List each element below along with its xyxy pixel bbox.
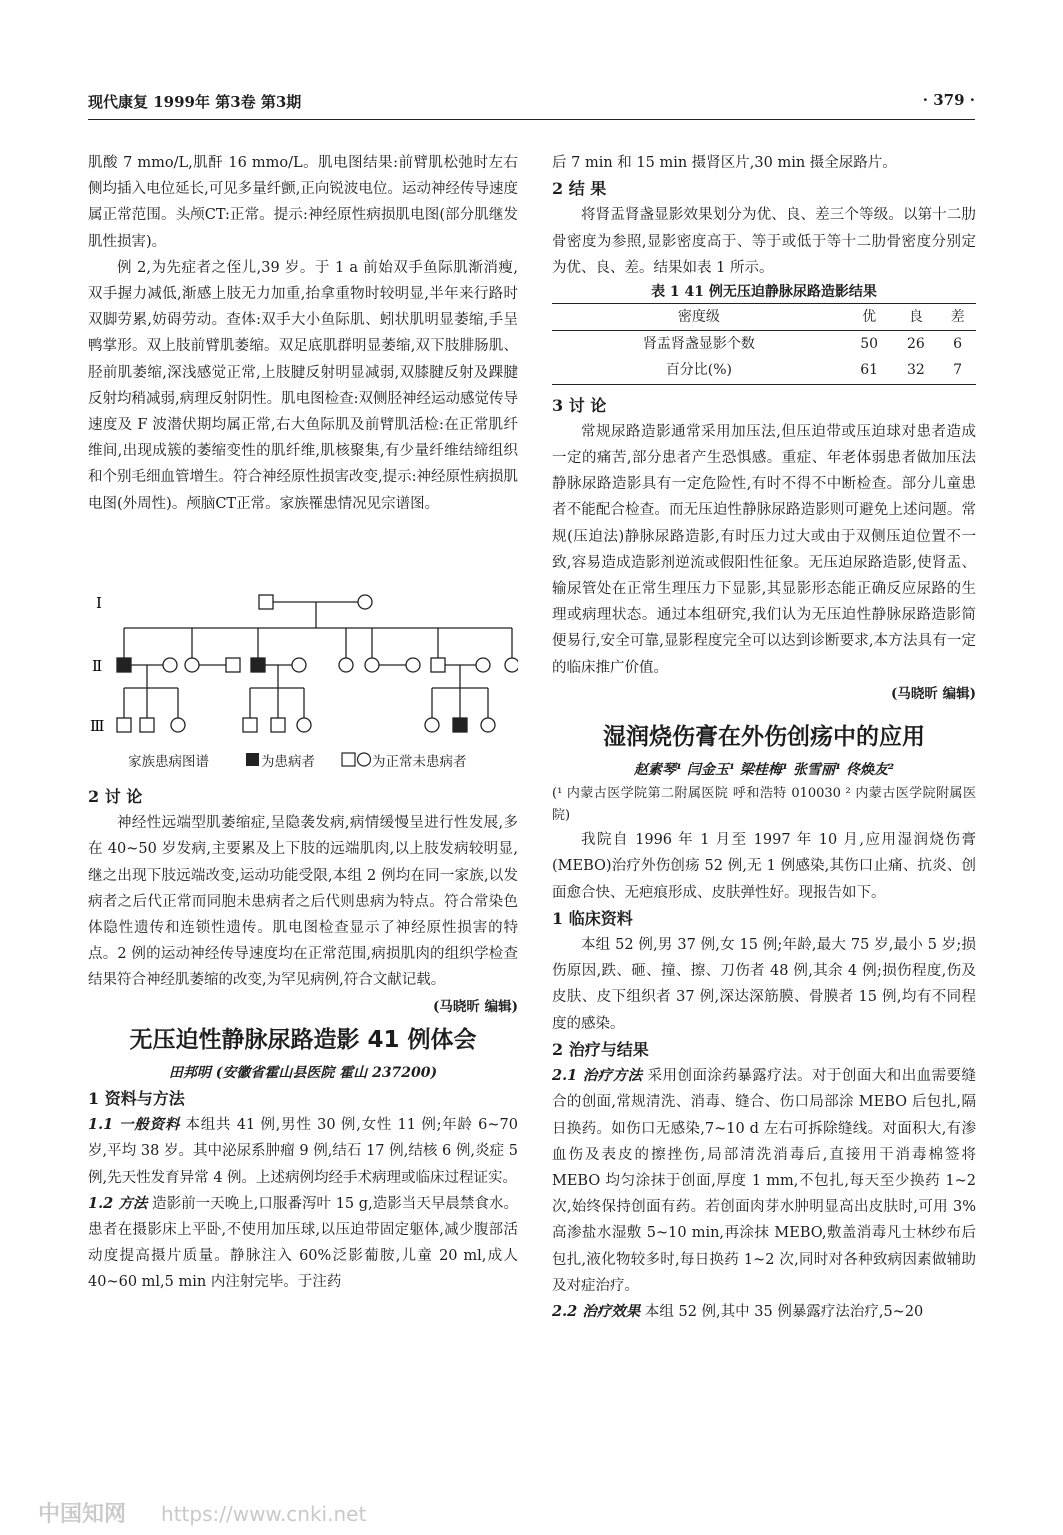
section-1-2-text: 造影前一天晚上,口服番泻叶 15 g,造影当天早晨禁食水。患者在摄影床上平卧,不使用加压球,以压迫带固定躯体,减少腹部活动度提高摄片质量。静脉注入 60%泛影葡胺,儿童 20 ml,成人 40~60 ml,5 min 内注射完毕。于注药 (88, 1195, 519, 1291)
article2-section-1: 1 资料与方法 (88, 1089, 185, 1109)
article2-author: 田邦明 (安徽省霍山县医院 霍山 237200) (168, 1064, 438, 1081)
cnki-brand: 中国知网 (38, 1502, 127, 1527)
pedigree-chart (88, 588, 518, 778)
table-cell: 32 (906, 362, 925, 379)
pedigree-caption-normal: 为正常未患病者 (372, 754, 467, 770)
treatment-heading: 2 治疗与结果 (552, 1039, 649, 1059)
affected-legend-square (246, 753, 259, 766)
discussion-heading-2: 3 讨 论 (552, 395, 607, 415)
generation-2-label: Ⅱ (92, 657, 103, 675)
discussion-heading: 2 讨 论 (88, 787, 143, 806)
left-column-top (88, 150, 518, 517)
left-paragraph-1: 肌酸 7 mmo/L,肌酐 16 mmo/L。肌电图结果:前臂肌松弛时左右侧均插入电位延长,可见多量纤颤,正向锐波电位。运动神经传导速度属正常范围。头颅CT:正常。提示:神经原性病损肌电图(部分肌继发肌性损害)。 (88, 155, 518, 250)
section-1-1-text: 本组共 41 例,男性 30 例,女性 11 例;年龄 6~70 岁,平均 38 岁。其中泌尿系肿瘤 9 例,结石 17 例,结核 6 例,炎症 5 例,先天性发育异常 4 例。上述病例均经手术病理或临床过程证实。 (88, 1117, 519, 1186)
results-table (552, 303, 976, 385)
table-cell: 肾盂肾盏显影个数 (642, 336, 755, 353)
table-cell: 26 (906, 336, 925, 353)
table-header-cell: 良 (908, 309, 923, 326)
table-cell: 6 (953, 336, 963, 353)
normal-legend-square (342, 753, 355, 766)
page-number: · 379 · (922, 91, 975, 109)
discussion-paragraph-2: 常规尿路造影通常采用加压法,但压迫带或压迫球对患者造成一定的痛苦,部分患者产生恐惧感。重症、年老体弱患者做加压法静脉尿路造影具有一定危险性,有时不得不中断检查。部分儿童患者不能配合检查。而无压迫性静脉尿路造影则可避免上述问题。常规(压迫法)静脉尿路造影,有时压力过大或由于双侧压迫位置不一致,容易造成造影剂逆流或假阳性征象。无压迫尿路造影,使肾盂、输尿管处在正常生理压力下显影,其显影形态能正确反应尿路的生理或病理状态。通过本组研究,我们认为无压迫性静脉尿路造影简便易行,安全可靠,显影程度完全可以达到诊断要求,本方法具有一定的临床推广价值。 (552, 423, 976, 676)
clinical-data-paragraph: 本组 52 例,男 37 例,女 15 例;年龄,最大 75 岁,最小 5 岁;损伤原因,跌、砸、撞、擦、刀伤者 48 例,其余 4 例;损伤程度,伤及皮肤、皮下组织者 37 例,深达深筋膜、骨膜者 15 例,均有不同程度的感染。 (552, 937, 976, 1032)
left-column-bottom (88, 784, 518, 1296)
section-2-2-text: 本组 52 例,其中 35 例暴露疗法治疗,5~20 (644, 1303, 924, 1320)
discussion-paragraph: 神经性远端型肌萎缩症,呈隐袭发病,病情缓慢呈进行性发展,多在 40~50 岁发病,主要累及上下肢的远端肌肉,以上肢发病较明显,继之出现下肢远端改变,运动功能受限,本组 2 例均在同一家族,以发病者之后代正常而同胞未患病者之后代则患病为特点。符合常染色体隐性遗传和连锁性遗传。肌电图检查显示了神经原性损害的特点。2 例的运动神经传导速度均在正常范围,病损肌肉的组织学检查结果符合神经肌萎缩的改变,为罕见病例,符合文献记载。 (88, 815, 518, 989)
table-cell: 7 (953, 362, 963, 379)
normal-legend-circle (358, 753, 371, 766)
generation-1-label: Ⅰ (96, 594, 102, 612)
results-heading: 2 结 果 (552, 179, 607, 199)
table-cell: 百分比(%) (665, 362, 732, 379)
table-cell: 50 (860, 336, 879, 353)
case2-paragraph: 例 2,为先症者之侄儿,39 岁。于 1 a 前始双手鱼际肌渐消瘦,双手握力减低,渐感上肢无力加重,抬拿重物时较明显,半年来行路时双脚劳累,妨碍劳动。查体:双手大小鱼际肌、蚓状肌明显萎缩,手呈鸭掌形。双上肢前臂肌萎缩。双足底肌群明显萎缩,双下肢腓肠肌、胫前肌萎缩,深浅感觉正常,上肢腱反射明显减弱,双膝腱反射及踝腱反射均稍减弱,病理反射阴性。肌电图检查:双侧胫神经运动感觉传导速度及 F 波潜伏期均属正常,右大鱼际肌及前臂肌活检:在正常肌纤维间,出现成簇的萎缩变性的肌纤维,肌核聚集,有少量纤维结缔组织和个别毛细血管增生。符合神经原性损害改变,提示:神经原性病损肌电图(外周性)。颅脑CT正常。家族罹患情况见宗谱图。 (88, 259, 518, 512)
right-column (552, 150, 976, 1325)
pedigree-figure (88, 588, 518, 778)
section-1-2-label: 1.2 方法 (88, 1194, 148, 1212)
results-paragraph: 将肾盂肾盏显影效果划分为优、良、差三个等级。以第十二肋骨密度为参照,显影密度高于、等于或低于等十二肋骨密度分别定为优、良、差。结果如表 1 所示。 (552, 207, 976, 276)
article2-title: 无压迫性静脉尿路造影 41 例体会 (129, 1026, 477, 1053)
article3-title: 湿润烧伤膏在外伤创疡中的应用 (603, 724, 925, 751)
section-1-1-label: 1.1 一般资料 (88, 1116, 181, 1134)
editor-credit-1: (马晓昕 编辑) (433, 998, 518, 1015)
editor-credit-2: (马晓昕 编辑) (891, 685, 976, 702)
journal-info: 现代康复 1999年 第3卷 第3期 (88, 93, 302, 111)
table-header-cell: 优 (862, 309, 877, 326)
header-rule (88, 119, 975, 120)
running-header (88, 91, 975, 115)
article3-affiliation: (¹ 内蒙古医学院第二附属医院 呼和浩特 010030 ² 内蒙古医学院附属医院) (552, 786, 976, 824)
right-paragraph-1: 后 7 min 和 15 min 摄肾区片,30 min 摄全尿路片。 (552, 155, 897, 171)
table-cell: 61 (860, 362, 879, 379)
table-row (552, 331, 976, 358)
section-2-1-text: 采用创面涂药暴露疗法。对于创面大和出血需要缝合的创面,常规清洗、消毒、缝合、伤口局部涂 MEBO 后包扎,隔日换药。如伤口无感染,7~10 d 左右可拆除缝线。对面积大,有渗血伤及表皮的擦挫伤,局部清洗消毒后,直接用干消毒棉签将 MEBO 均匀涂抹于创面,厚度 1 mm,不包扎,每天至少换药 1~2 次,始终保持创面有药。若创面肉芽水肿明显高出皮肤时,可用 3%高渗盐水湿敷 5~10 min,再涂抹 MEBO,敷盖消毒凡士林纱布后包扎,液化物较多时,每日换药 1~2 次,同时对各种致病因素做辅助及对症治疗。 (552, 1068, 977, 1294)
table-header-cell: 差 (950, 309, 965, 326)
pedigree-caption-affected: 为患病者 (261, 754, 315, 770)
watermark-footer (38, 1497, 366, 1528)
table-header-cell: 密度级 (677, 309, 720, 326)
table1-caption: 表 1 41 例无压迫静脉尿路造影结果 (651, 284, 877, 301)
cnki-url: https://www.cnki.net (161, 1502, 367, 1526)
clinical-data-heading: 1 临床资料 (552, 908, 633, 928)
table-header-row (552, 304, 976, 331)
article3-authors: 赵素琴¹ 闫金玉¹ 梁桂梅¹ 张雪丽¹ 佟焕友² (633, 762, 895, 779)
section-2-2-label: 2.2 治疗效果 (552, 1302, 641, 1320)
generation-3-label: Ⅲ (90, 717, 105, 735)
article3-intro: 我院自 1996 年 1 月至 1997 年 10 月,应用湿润烧伤膏(MEBO)治疗外伤创疡 52 例,无 1 例感染,其伤口止痛、抗炎、创面愈合快、无疤痕形成、皮肤弹性好。现报告如下。 (552, 832, 976, 901)
table-row (552, 357, 976, 384)
pedigree-caption-prefix: 家族患病图谱 (128, 754, 209, 770)
section-2-1-label: 2.1 治疗方法 (552, 1067, 643, 1085)
